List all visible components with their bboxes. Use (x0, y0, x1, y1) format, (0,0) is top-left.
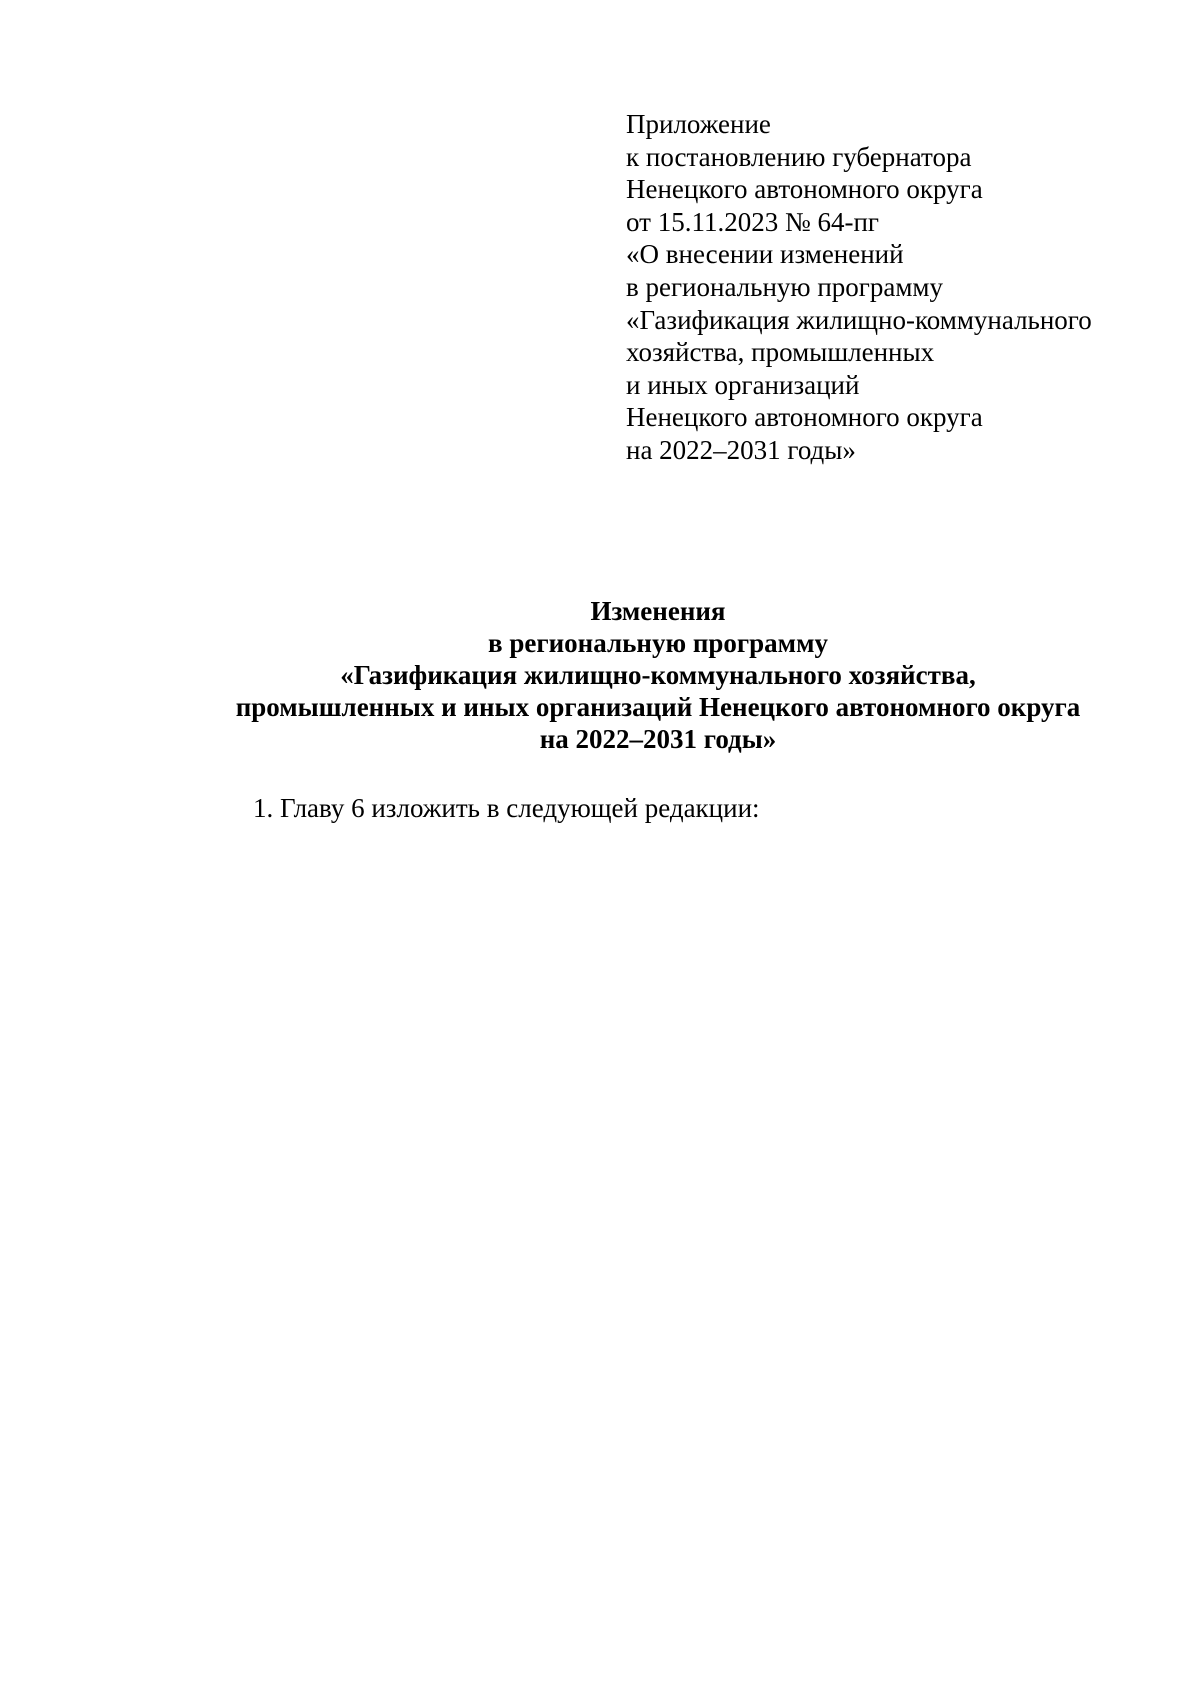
document-heading (0, 595, 1200, 755)
appendix-line: Ненецкого автономного округа (626, 174, 983, 205)
heading-line: в региональную программу (488, 628, 828, 658)
body-paragraph-item-1: 1. Главу 6 изложить в следующей редакции: (253, 793, 760, 823)
appendix-line: от 15.11.2023 № 64-пг (626, 206, 879, 237)
heading-line: на 2022–2031 годы» (539, 724, 777, 754)
appendix-line: к постановлению губернатора (626, 141, 972, 172)
appendix-line: в региональную программу (626, 271, 944, 302)
heading-line: промышленных и иных организаций Ненецкого автономного округа (235, 692, 1081, 722)
appendix-line: хозяйства, промышленных (626, 337, 935, 368)
heading-line: «Газификация жилищно-коммунального хозяйства, (340, 660, 976, 690)
appendix-line: Ненецкого автономного округа (626, 402, 983, 433)
appendix-line: «О внесении изменений (626, 239, 904, 270)
appendix-line: на 2022–2031 годы» (626, 434, 856, 465)
appendix-block (626, 108, 1146, 467)
appendix-line: Приложение (626, 109, 771, 139)
heading-line: Изменения (590, 596, 726, 626)
appendix-line: и иных организаций (626, 369, 860, 400)
appendix-line: «Газификация жилищно-коммунального (626, 304, 1092, 335)
